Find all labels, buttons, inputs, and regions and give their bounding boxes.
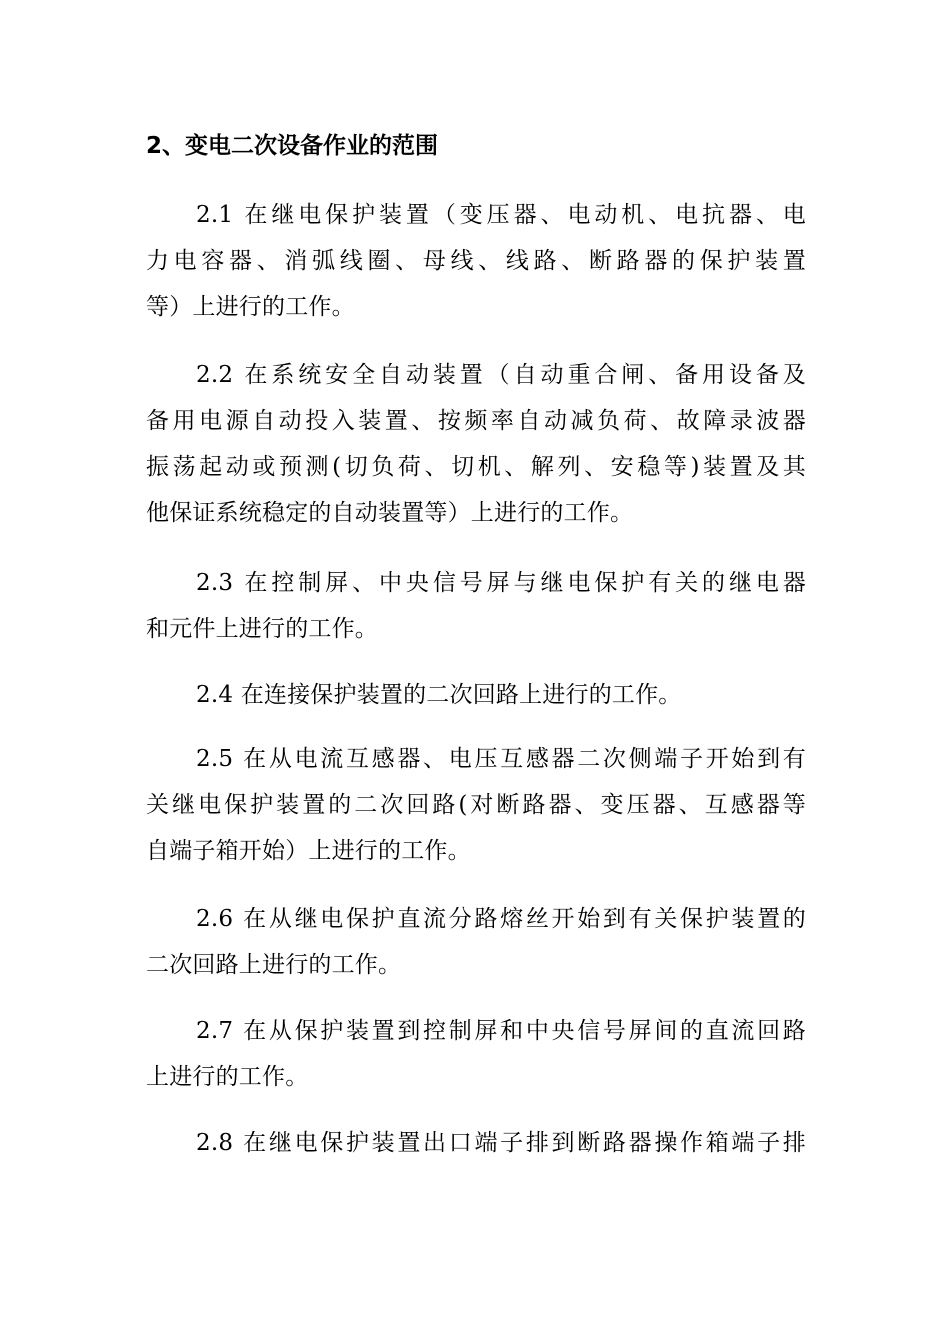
paragraph-line: 自端子箱开始）上进行的工作。 xyxy=(146,838,471,864)
paragraph-line: 力电容器、消弧线圈、母线、线路、断路器的保护装置 xyxy=(146,248,806,274)
paragraph-line: 他保证系统稳定的自动装置等）上进行的工作。 xyxy=(146,500,634,526)
paragraph-line: 二次回路上进行的工作。 xyxy=(146,952,402,978)
paragraph-line: 2.4 在连接保护装置的二次回路上进行的工作。 xyxy=(196,682,682,708)
paragraph-2-3 xyxy=(146,560,806,652)
paragraph-line: 2.2 在系统安全自动装置（自动重合闸、备用设备及 xyxy=(196,362,806,388)
paragraph-2-6 xyxy=(146,896,806,988)
paragraph-line: 振荡起动或预测(切负荷、切机、解列、安稳等)装置及其 xyxy=(146,454,806,480)
paragraph-line: 关继电保护装置的二次回路(对断路器、变压器、互感器等 xyxy=(146,792,806,818)
section-heading: 2、变电二次设备作业的范围 xyxy=(146,133,439,159)
paragraph-line: 2.7 在从保护装置到控制屏和中央信号屏间的直流回路 xyxy=(196,1018,806,1044)
paragraph-line: 2.1 在继电保护装置（变压器、电动机、电抗器、电 xyxy=(196,202,806,228)
paragraph-line: 等）上进行的工作。 xyxy=(146,294,355,320)
paragraph-2-2 xyxy=(146,352,806,536)
paragraph-line: 和元件上进行的工作。 xyxy=(146,616,378,642)
paragraph-2-7 xyxy=(146,1008,806,1100)
paragraph-line: 2.5 在从电流互感器、电压互感器二次侧端子开始到有 xyxy=(196,746,806,772)
paragraph-2-8 xyxy=(146,1120,806,1166)
paragraph-2-4 xyxy=(146,672,806,718)
paragraph-line: 2.6 在从继电保护直流分路熔丝开始到有关保护装置的 xyxy=(196,906,806,932)
paragraph-2-1 xyxy=(146,192,806,330)
paragraph-line: 上进行的工作。 xyxy=(146,1064,309,1090)
paragraph-2-5 xyxy=(146,736,806,874)
paragraph-line: 2.3 在控制屏、中央信号屏与继电保护有关的继电器 xyxy=(196,570,806,596)
paragraph-line: 2.8 在继电保护装置出口端子排到断路器操作箱端子排 xyxy=(196,1130,806,1156)
paragraph-line: 备用电源自动投入装置、按频率自动减负荷、故障录波器 xyxy=(146,408,806,434)
